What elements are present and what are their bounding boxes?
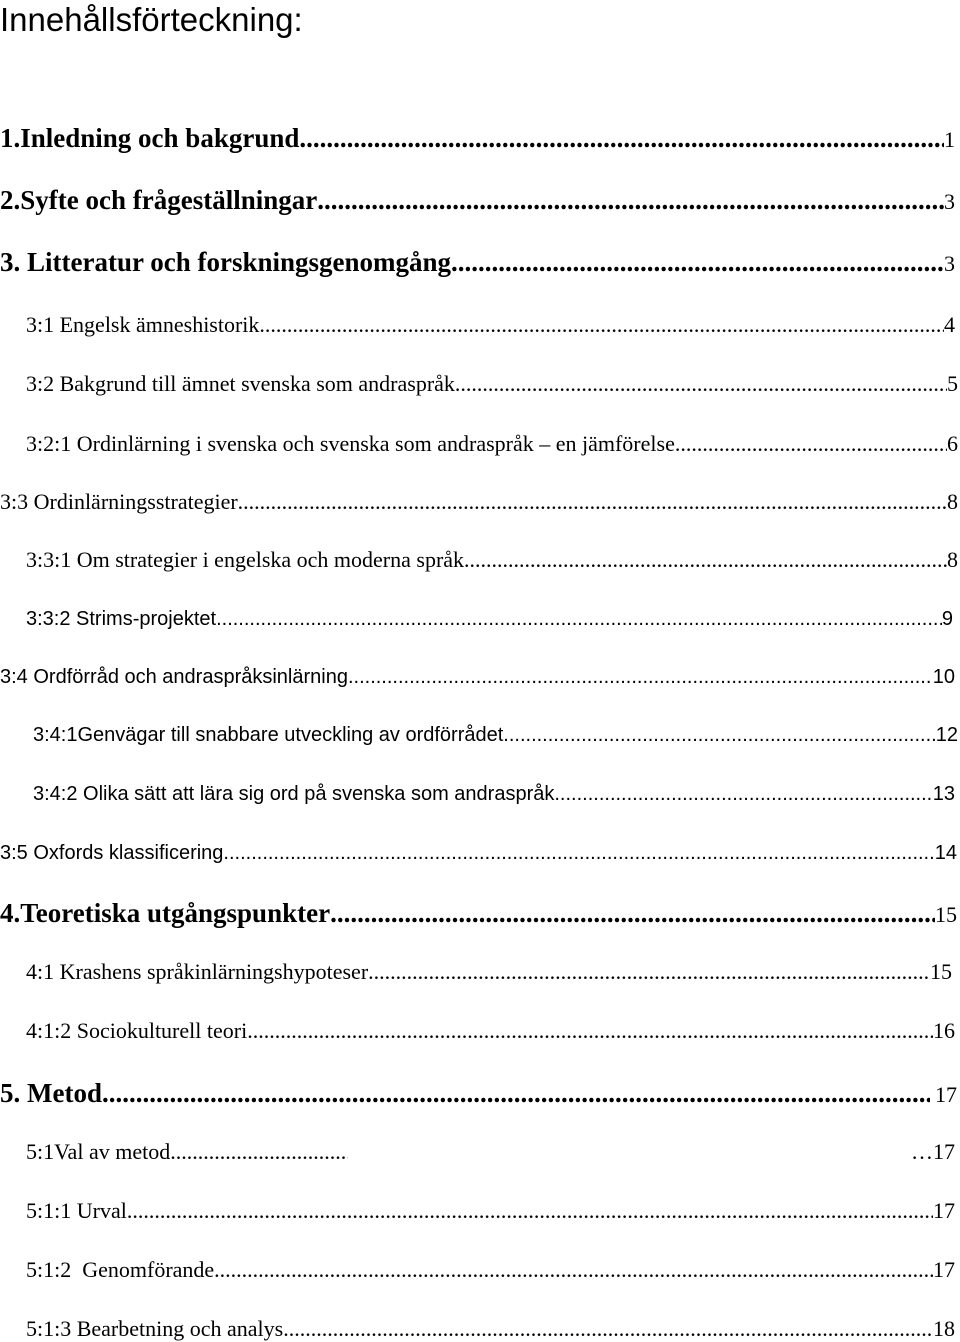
toc-entry[interactable] (33, 779, 955, 809)
toc-entry[interactable] (26, 1196, 955, 1226)
toc-entry[interactable] (26, 310, 955, 340)
toc-leader (554, 779, 932, 809)
toc-leader (464, 545, 947, 575)
toc-entry-page: 3 (944, 251, 955, 276)
toc-entry[interactable] (26, 1255, 955, 1285)
toc-entry-page: 8 (947, 547, 958, 572)
toc-entry-page: 4 (944, 312, 955, 337)
toc-entry-page: …17 (905, 1139, 955, 1164)
toc-entry-page: 8 (947, 489, 958, 514)
toc-leader (127, 1196, 933, 1226)
toc-leader (368, 957, 930, 987)
toc-entry-label: 3:1 Engelsk ämneshistorik (26, 312, 260, 337)
toc-entry-label: 5:1:2 Genomförande (26, 1257, 215, 1282)
toc-entry-page: 13 (932, 783, 955, 805)
toc-entry-label: 3:2:1 Ordinlärning i svenska och svenska som andraspråk – en jämförelse (26, 431, 675, 456)
toc-entry[interactable] (26, 429, 958, 459)
toc-entry-page: 17 (933, 1257, 955, 1282)
toc-entry-label: 4.Teoretiska utgångspunkter (0, 898, 331, 928)
toc-leader (223, 838, 934, 868)
toc-entry-label: 5:1Val av metod (26, 1139, 171, 1164)
toc-entry[interactable] (26, 604, 953, 634)
toc-entry-page: 3 (944, 189, 955, 214)
toc-entry-page: 17 (929, 1082, 957, 1107)
toc-entry-page: 12 (935, 724, 958, 746)
page-title: Innehållsförteckning: (0, 1, 303, 38)
toc-leader (348, 662, 933, 692)
toc-entry-page: 16 (933, 1018, 955, 1043)
toc-entry-page: 10 (932, 666, 955, 688)
toc-entry-label: 3:4:1Genvägar till snabbare utveckling av ordförrådet (33, 724, 504, 746)
toc-leader (238, 487, 947, 517)
toc-entry-page: 17 (933, 1198, 955, 1223)
toc-leader (330, 896, 935, 930)
toc-entry-label: 3:4:2 Olika sätt att lära sig ord på svenska som andraspråk (33, 783, 555, 805)
toc-leader (170, 1137, 348, 1167)
toc-entry[interactable] (0, 120, 955, 156)
toc-entry-label: 5. Metod. (0, 1078, 109, 1108)
toc-entry-page: 1 (944, 127, 955, 152)
toc-entry-label: 1.Inledning och bakgrund (0, 123, 300, 153)
toc-entry[interactable] (0, 244, 955, 280)
toc-leader (109, 1076, 930, 1110)
toc-entry-label: 3:4 Ordförråd och andraspråksinlärning (0, 666, 348, 688)
toc-entry-label: 3. Litteratur och forskningsgenomgång (0, 247, 452, 277)
toc-leader (299, 120, 944, 156)
toc-entry-label: 3:5 Oxfords klassificering (0, 842, 224, 864)
toc-entry[interactable] (0, 662, 955, 692)
toc-leader (216, 604, 942, 634)
toc-leader (451, 244, 944, 280)
toc-entry-label: 5:1:1 Urval (26, 1198, 127, 1223)
toc-entry-label: 3:3 Ordinlärningsstrategier (0, 489, 238, 514)
toc-entry[interactable] (26, 369, 958, 399)
toc-entry-label: 2.Syfte och frågeställningar (0, 185, 318, 215)
toc-entry[interactable] (26, 957, 952, 987)
toc-entry[interactable] (26, 545, 958, 575)
toc-entry[interactable] (0, 838, 957, 868)
toc-entry[interactable] (0, 1076, 957, 1110)
toc-entry-label: 3:2 Bakgrund till ämnet svenska som andraspråk (26, 371, 455, 396)
toc-leader (455, 369, 947, 399)
toc-leader (283, 1314, 933, 1342)
toc-entry-page: 14 (934, 842, 957, 864)
toc-entry[interactable] (26, 1314, 955, 1342)
toc-entry[interactable] (26, 1137, 955, 1167)
toc-leader (675, 429, 947, 459)
toc-leader (214, 1255, 933, 1285)
toc-entry-page: 15 (935, 902, 957, 927)
toc-entry-label: 3:3:1 Om strategier i engelska och moderna språk (26, 547, 465, 572)
toc-entry[interactable] (0, 182, 955, 218)
toc-entry[interactable] (0, 487, 958, 517)
toc-entry-label: 4:1:2 Sociokulturell teori (26, 1018, 248, 1043)
toc-leader (247, 1016, 933, 1046)
toc-entry-page: 15 (930, 959, 952, 984)
toc-entry[interactable] (33, 720, 958, 750)
toc-entry-label: 4:1 Krashens språkinlärningshypoteser (26, 959, 369, 984)
toc-leader (503, 720, 935, 750)
toc-entry[interactable] (26, 1016, 955, 1046)
toc-entry-page: 6 (947, 431, 958, 456)
toc-leader (259, 310, 944, 340)
toc-leader (317, 182, 944, 218)
toc-entry-label: 3:3:2 Strims-projektet (26, 608, 217, 630)
toc-entry-page: 18 (933, 1316, 955, 1341)
toc-entry-page: 5 (947, 371, 958, 396)
toc-entry-page: 9 (941, 608, 953, 630)
toc-entry[interactable] (0, 896, 957, 930)
toc-entry-label: 5:1:3 Bearbetning och analys (26, 1316, 284, 1341)
